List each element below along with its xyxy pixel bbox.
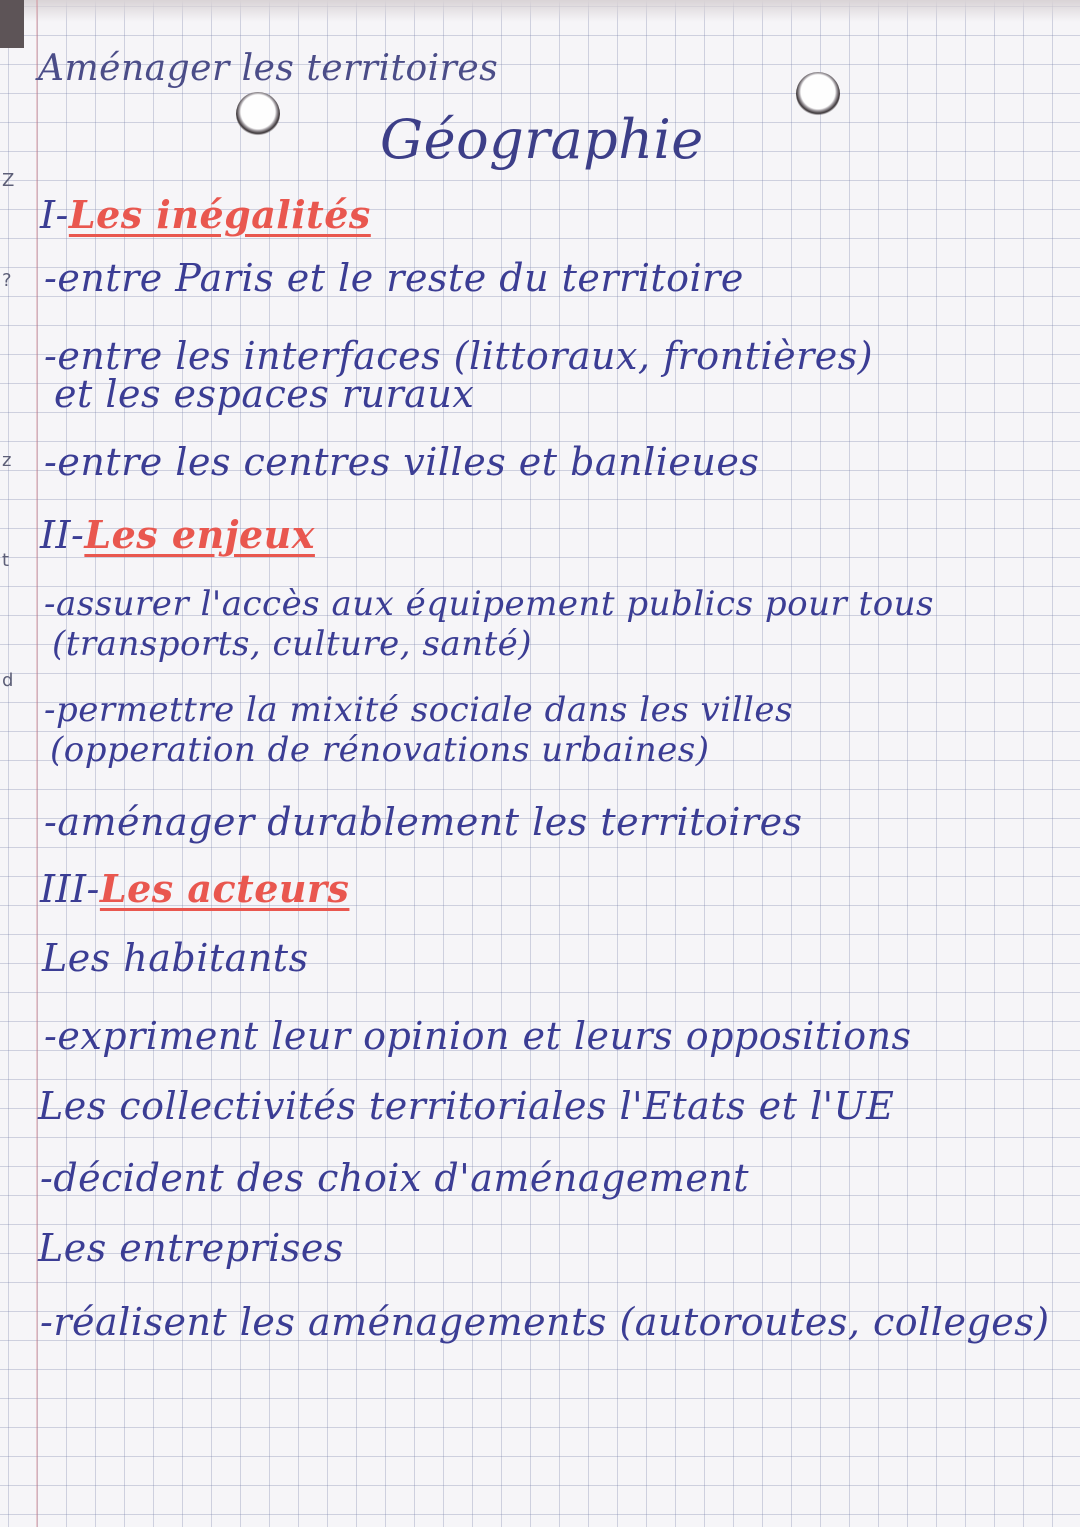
page-top-edge [0,0,1080,22]
note-line: -réalisent les aménagements (autoroutes, colleges) [40,1300,1050,1344]
note-line: Les collectivités territoriales l'Etats et l'UE [38,1084,895,1128]
note-line: -expriment leur opinion et leurs oppositions [44,1014,912,1058]
margin-marks: Z ? z t d [2,170,15,691]
note-line: et les espaces ruraux [54,372,475,416]
section-title: Les acteurs [99,866,350,911]
section-numeral: III- [40,867,100,911]
page-title: Aménager les territoires [38,48,499,89]
note-line: -assurer l'accès aux équipement publics pour tous [44,584,935,624]
note-line: -entre les interfaces (littoraux, frontières) [44,334,874,378]
section-numeral: I- [40,193,69,237]
margin-line [36,0,38,1527]
section-heading-3 [40,866,349,911]
punch-hole-left [236,92,280,136]
note-line: -décident des choix d'aménagement [40,1156,750,1200]
section-heading-2 [40,512,315,557]
note-line: (opperation de rénovations urbaines) [50,730,710,770]
note-line: -permettre la mixité sociale dans les villes [44,690,793,730]
note-line: -aménager durablement les territoires [44,800,803,844]
note-line: -entre les centres villes et banlieues [44,440,760,484]
note-line: -entre Paris et le reste du territoire [44,256,744,300]
section-title: Les inégalités [68,192,371,237]
note-line: Les habitants [42,936,309,980]
note-line: Les entreprises [38,1226,344,1270]
note-line: (transports, culture, santé) [52,624,533,664]
section-title: Les enjeux [84,512,315,557]
section-numeral: II- [40,513,85,557]
binder-corner [0,0,24,48]
subject-title: Géographie [380,108,704,171]
section-heading-1 [40,192,371,237]
punch-hole-right [796,72,840,116]
